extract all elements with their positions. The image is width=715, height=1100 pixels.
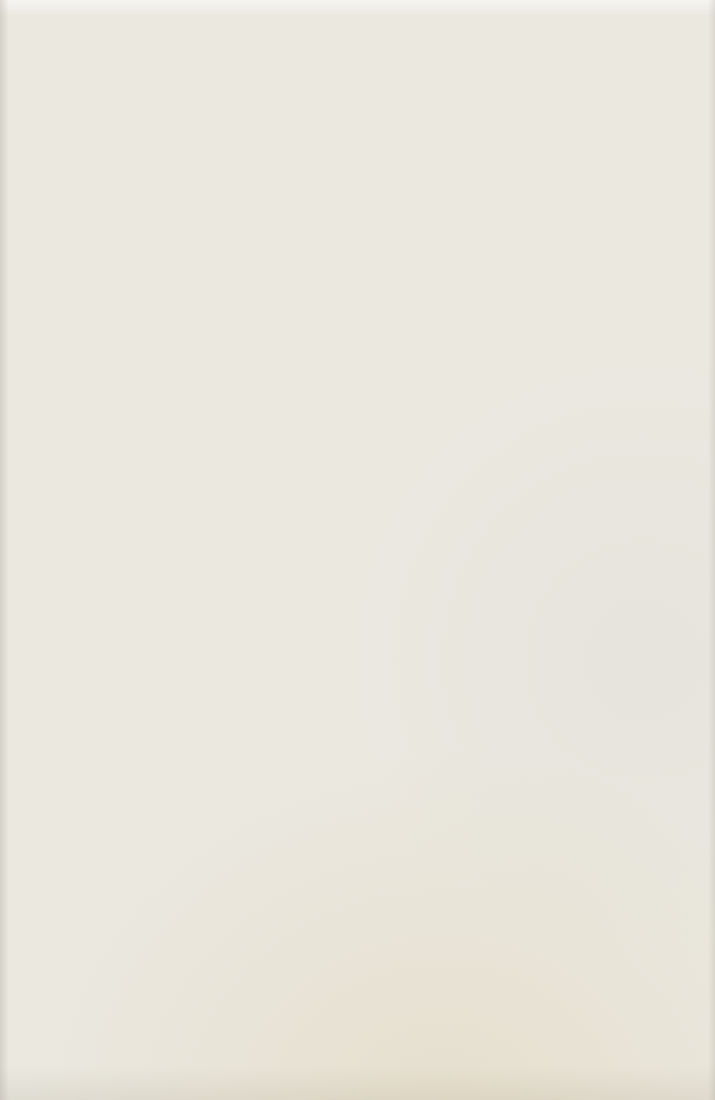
section-heading	[55, 46, 653, 66]
table-of-contents	[55, 26, 653, 85]
